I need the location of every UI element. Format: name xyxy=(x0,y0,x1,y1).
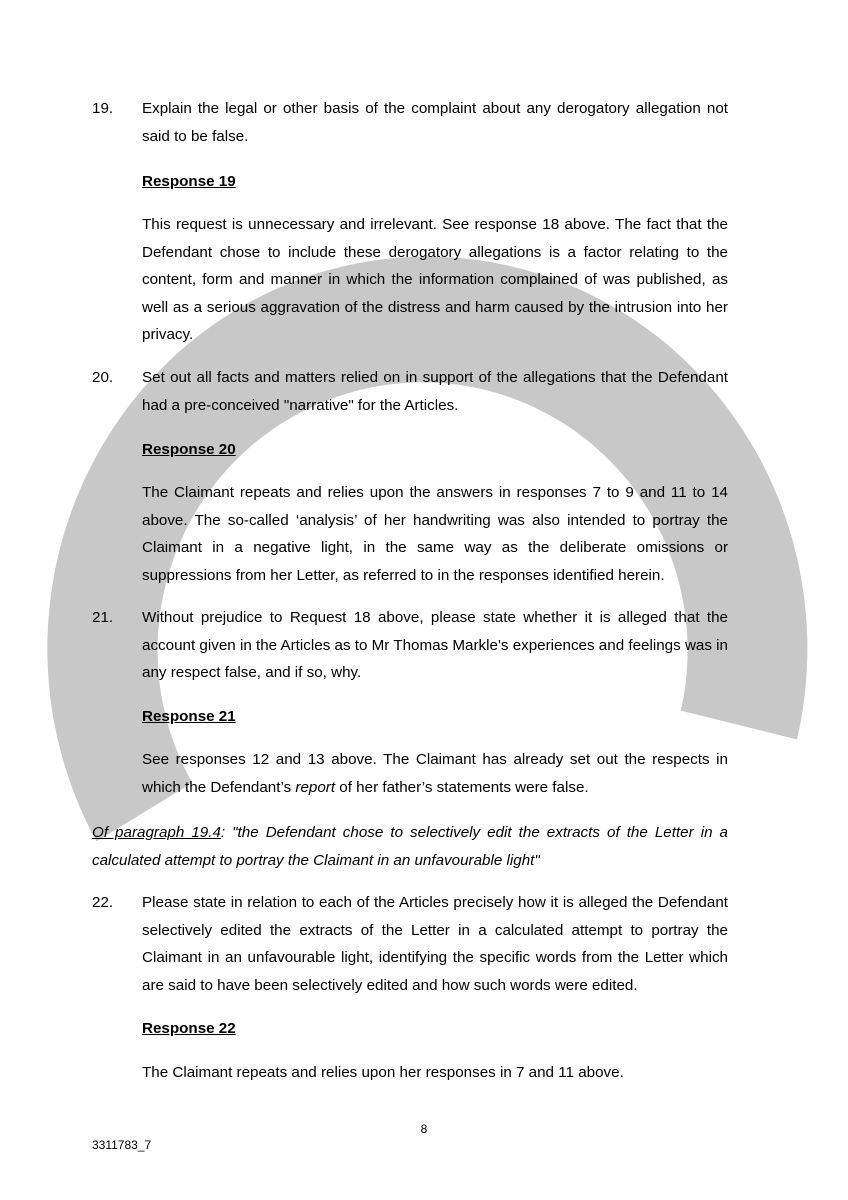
item-20-number: 20. xyxy=(92,369,114,386)
response-21-text-italic: report xyxy=(295,778,336,796)
item-19-request: Explain the legal or other basis of the complaint about any derogatory allegation not said to be false. xyxy=(142,100,728,145)
page-number: 8 xyxy=(420,1122,428,1136)
document-reference: 3311783_7 xyxy=(92,1138,152,1152)
response-19-text: This request is unnecessary and irrelevant. See response 18 above. The fact that the Defendant chose to include these derogatory allegations is a factor relating to the content, form and manner in which the information complained of was published, as well as a serious aggravation of the distress and harm caused by the intrusion into her privacy. xyxy=(142,216,728,343)
response-21-text-before: See responses 12 and 13 above. The Claimant has already set out the respects in which the Defendant’s xyxy=(142,751,728,796)
response-21-text-after: of her father’s statements were false. xyxy=(335,778,589,796)
response-20-heading: Response 20 xyxy=(142,441,236,458)
item-19-number: 19. xyxy=(92,100,114,117)
response-22-heading: Response 22 xyxy=(142,1020,236,1037)
response-21-heading: Response 21 xyxy=(142,708,236,725)
item-21-request: Without prejudice to Request 18 above, please state whether it is alleged that the account given in the Articles as to Mr Thomas Markle's experiences and feelings was in any respect false, and if so, why. xyxy=(142,609,728,681)
item-22-number: 22. xyxy=(92,894,114,911)
paragraph-reference xyxy=(92,819,728,874)
item-22-request: Please state in relation to each of the Articles precisely how it is alleged the Defendant selectively edited the extracts of the Letter in a calculated attempt to portray the Claimant in an unfavourable light, identifying the specific words from the Letter which are said to have been selectively edited and how such words were edited. xyxy=(142,894,728,994)
response-19-heading: Response 19 xyxy=(142,173,236,190)
item-20-request: Set out all facts and matters relied on in support of the allegations that the Defendant had a pre-conceived "narrative" for the Articles. xyxy=(142,369,728,414)
item-21-number: 21. xyxy=(92,609,114,626)
response-20-text: The Claimant repeats and relies upon the answers in responses 7 to 9 and 11 to 14 above. The so-called ‘analysis’ of her handwriting was also intended to portray the Claimant in a negative light, in the same way as the deliberate omissions or suppressions from her Letter, as referred to in the responses identified herein. xyxy=(142,484,728,584)
response-21-text xyxy=(142,746,728,801)
paragraph-reference-label: Of paragraph 19.4 xyxy=(92,824,221,841)
paragraph-reference-text: : "the Defendant chose to selectively edit the extracts of the Letter in a calculated attempt to portray the Claimant in an unfavourable light" xyxy=(92,824,728,869)
response-22-text: The Claimant repeats and relies upon her responses in 7 and 11 above. xyxy=(142,1064,624,1081)
